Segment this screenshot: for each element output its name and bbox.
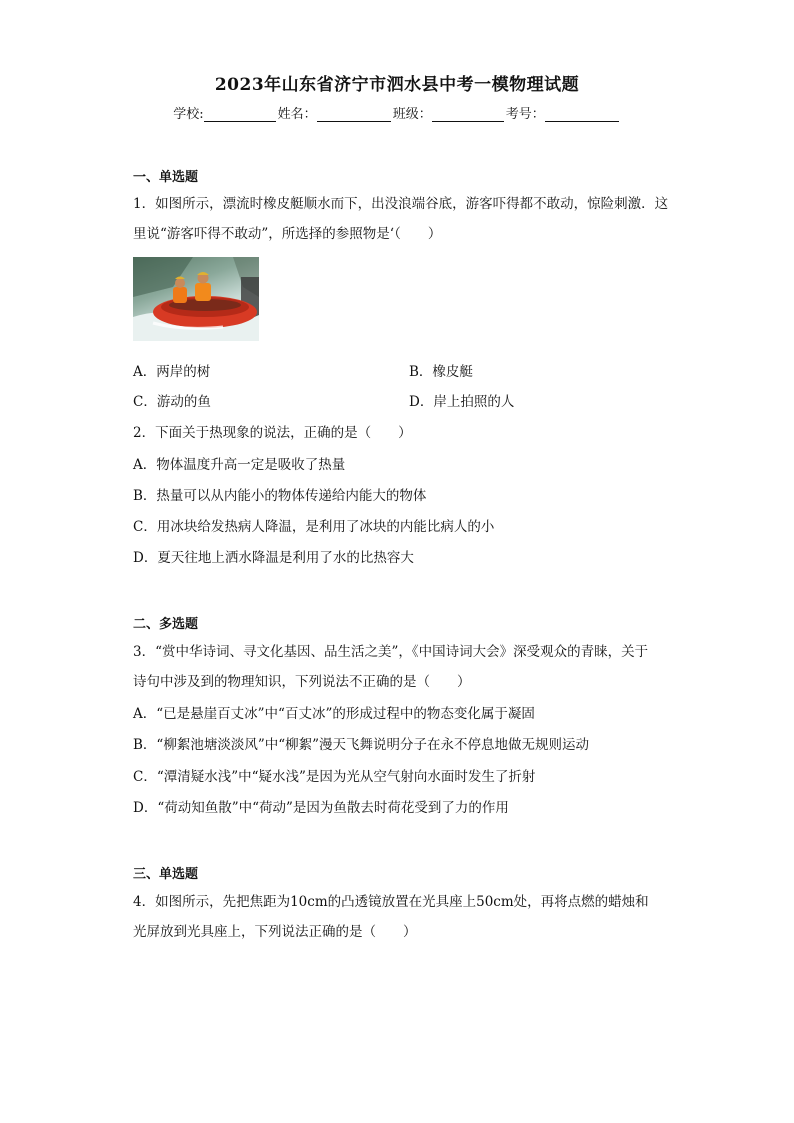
exam-title: 2023年山东省济宁市泗水县中考一模物理试题 [214,75,580,95]
section-heading: 三、单选题 [133,867,199,882]
q2-stem: 2．下面关于热现象的说法，正确的是（ ） [133,425,412,441]
q4-stem-line2: 光屏放到光具座上，下列说法正确的是（ ） [133,924,417,940]
school-blank[interactable] [204,107,276,122]
q1-stem-line1: 1．如图所示，漂流时橡皮艇顺水而下，出没浪端谷底，游客吓得都不敢动，惊险刺激．这 [133,196,669,212]
section-heading: 二、多选题 [133,617,199,632]
rafting-photo [133,257,259,341]
student-info-line [0,103,794,122]
name-label: 姓名： [277,107,317,122]
q3-stem-line2: 诗句中涉及到的物理知识，下列说法不正确的是（ ） [133,674,471,690]
name-blank[interactable] [317,107,391,122]
q3-option-d[interactable]: D．“荷动知鱼散”中“荷动”是因为鱼散去时荷花受到了力的作用 [133,800,509,816]
id-label: 考号： [505,107,545,122]
q1-option-c[interactable]: C．游动的鱼 [133,394,211,410]
school-label: 学校: [173,107,204,122]
q3-option-b[interactable]: B．“柳絮池塘淡淡风”中“柳絮”漫天飞舞说明分子在永不停息地做无规则运动 [133,737,590,753]
q1-option-b[interactable]: B．橡皮艇 [409,364,473,380]
q4-stem-line1: 4．如图所示，先把焦距为10cm的凸透镜放置在光具座上50cm处，再将点燃的蜡烛和 [133,894,649,910]
q1-option-a[interactable]: A．两岸的树 [133,364,211,380]
q3-stem-line1: 3．“赏中华诗词、寻文化基因、品生活之美”，《中国诗词大会》深受观众的青睐，关于 [133,644,649,660]
class-blank[interactable] [432,107,504,122]
q1-stem-line2: 里说“游客吓得不敢动”，所选择的参照物是‘（ ） [133,226,442,242]
q3-option-c[interactable]: C．“潭清疑水浅”中“疑水浅”是因为光从空气射向水面时发生了折射 [133,769,536,785]
q2-option-d[interactable]: D．夏天往地上洒水降温是利用了水的比热容大 [133,550,414,566]
q2-option-a[interactable]: A．物体温度升高一定是吸收了热量 [133,457,346,473]
q3-option-a[interactable]: A．“已是悬崖百丈冰”中“百丈冰”的形成过程中的物态变化属于凝固 [133,706,535,722]
q2-option-c[interactable]: C．用冰块给发热病人降温，是利用了冰块的内能比病人的小 [133,519,495,535]
q1-option-d[interactable]: D．岸上拍照的人 [409,394,515,410]
rafting-illustration [133,257,259,341]
q2-option-b[interactable]: B．热量可以从内能小的物体传递给内能大的物体 [133,488,427,504]
id-blank[interactable] [545,107,619,122]
class-label: 班级： [392,107,432,122]
section-heading: 一、单选题 [133,170,199,185]
